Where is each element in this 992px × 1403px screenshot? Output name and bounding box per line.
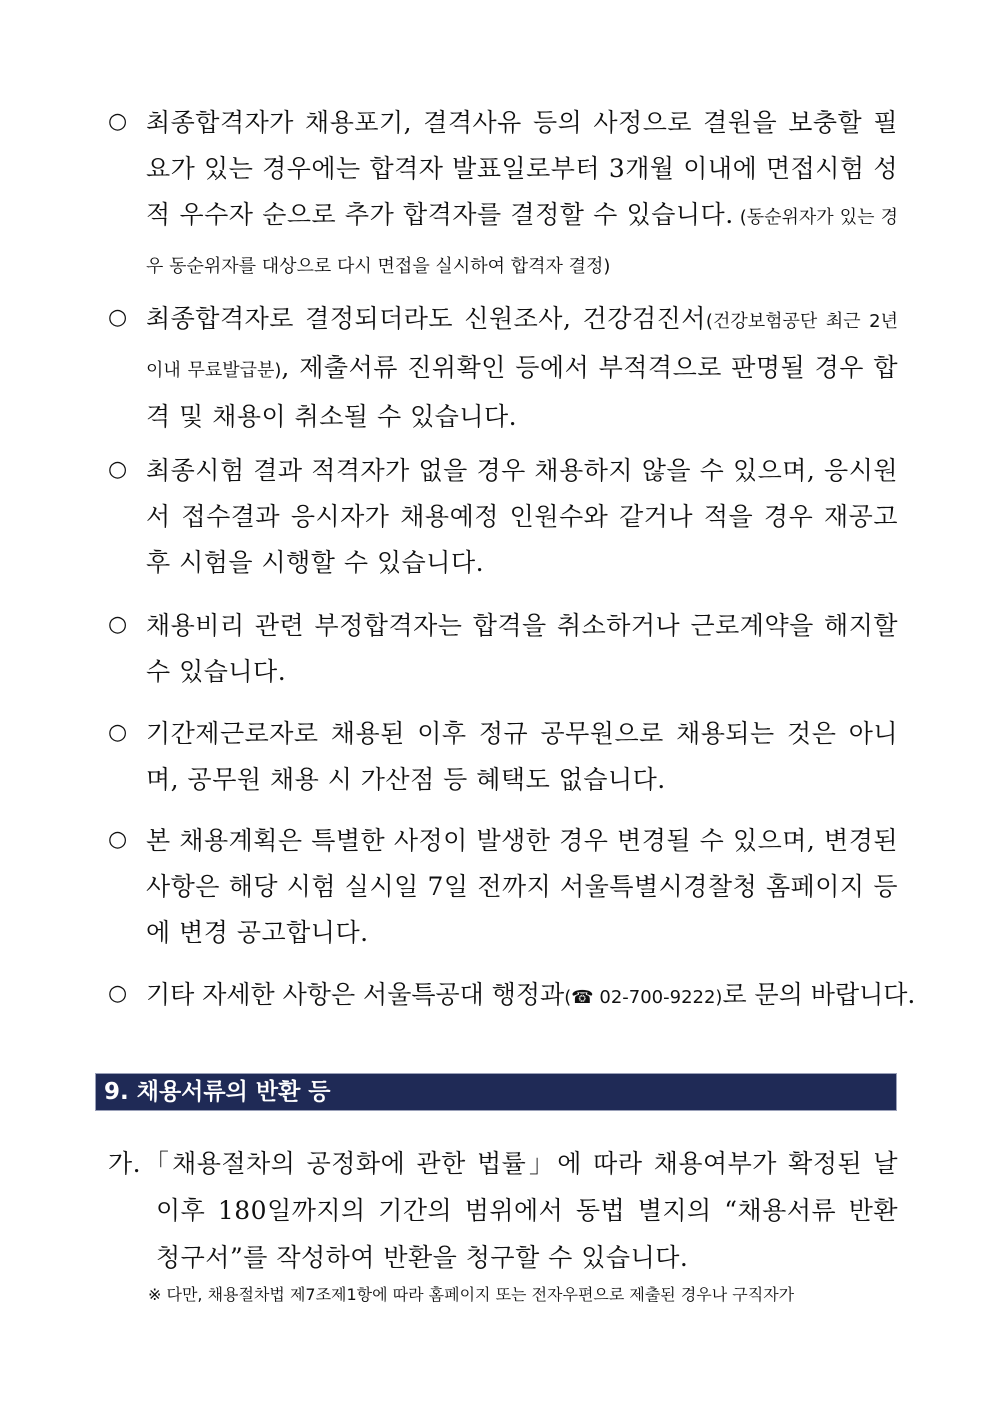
bullet-main-text: 기타 자세한 사항은 서울특공대 행정과 — [146, 980, 565, 1009]
bullet-text — [146, 972, 916, 1021]
bullet-item-6 — [108, 818, 898, 956]
bullet-small-note: (건강보험공단 최근 2년 이내 무료발급분) — [146, 311, 898, 381]
bullet-main-text: 최종합격자가 채용포기, 결격사유 등의 사정으로 결원을 보충할 필요가 있는 경우에는 합격자 발표일로부터 3개월 이내에 면접시험 성적 우수자 순으로 추가 합격자를 결정할 수 있습니다. — [146, 108, 898, 229]
bullet-mark: ○ — [108, 981, 128, 1006]
bullet-text: 최종시험 결과 적격자가 없을 경우 채용하지 않을 수 있으며, 응시원서 접수결과 응시자가 채용예정 인원수와 같거나 적을 경우 재공고 후 시험을 시행할 수 있습니다. — [146, 456, 898, 577]
bullet-item-7 — [108, 972, 916, 1021]
paragraph-body: 「채용절차의 공정화에 관한 법률」에 따라 채용여부가 확정된 날 이후 180일까지의 기간의 범위에서 동법 별지의 “채용서류 반환 청구서”를 작성하여 반환을 청구할 수 있습니다. — [141, 1149, 898, 1272]
bullet-item-5 — [108, 711, 898, 803]
bullet-item-4 — [108, 603, 898, 695]
bullet-main-text-cont: 로 문의 바랍니다. — [722, 980, 916, 1009]
paragraph-prefix: 가. — [108, 1149, 142, 1178]
paragraph-text — [108, 1140, 898, 1281]
contact-phone: (☎ 02-700-9222) — [564, 987, 723, 1008]
bullet-item-3 — [108, 448, 898, 586]
bullet-main-text-cont: , 제출서류 진위확인 등에서 부적격으로 판명될 경우 합격 및 채용이 취소될 수 있습니다. — [146, 353, 898, 431]
bullet-text: 본 채용계획은 특별한 사정이 발생한 경우 변경될 수 있으며, 변경된 사항은 해당 시험 실시일 7일 전까지 서울특별시경찰청 홈페이지 등에 변경 공고합니다. — [146, 826, 898, 947]
bullet-mark: ○ — [108, 612, 128, 637]
bullet-mark: ○ — [108, 827, 128, 852]
paragraph-ga — [108, 1140, 898, 1281]
bullet-small-note: (동순위자가 있는 경우 동순위자를 대상으로 다시 면접을 실시하여 합격자 결정) — [146, 207, 898, 277]
footnote: ※ 다만, 채용절차법 제7조제1항에 따라 홈페이지 또는 전자우편으로 제출된 경우나 구직자가 — [148, 1285, 795, 1304]
bullet-mark: ○ — [108, 109, 128, 134]
bullet-item-1 — [108, 100, 898, 290]
bullet-mark: ○ — [108, 457, 128, 482]
bullet-mark: ○ — [108, 305, 128, 330]
bullet-text — [146, 100, 898, 290]
bullet-main-text: 최종합격자로 결정되더라도 신원조사, 건강검진서 — [146, 304, 706, 333]
bullet-text: 채용비리 관련 부정합격자는 합격을 취소하거나 근로계약을 해지할 수 있습니다. — [146, 611, 898, 686]
bullet-text: 기간제근로자로 채용된 이후 정규 공무원으로 채용되는 것은 아니며, 공무원 채용 시 가산점 등 혜택도 없습니다. — [146, 719, 898, 794]
section-header: 9. 채용서류의 반환 등 — [95, 1073, 897, 1111]
bullet-text — [146, 296, 898, 440]
bullet-item-2 — [108, 296, 898, 440]
bullet-mark: ○ — [108, 720, 128, 745]
